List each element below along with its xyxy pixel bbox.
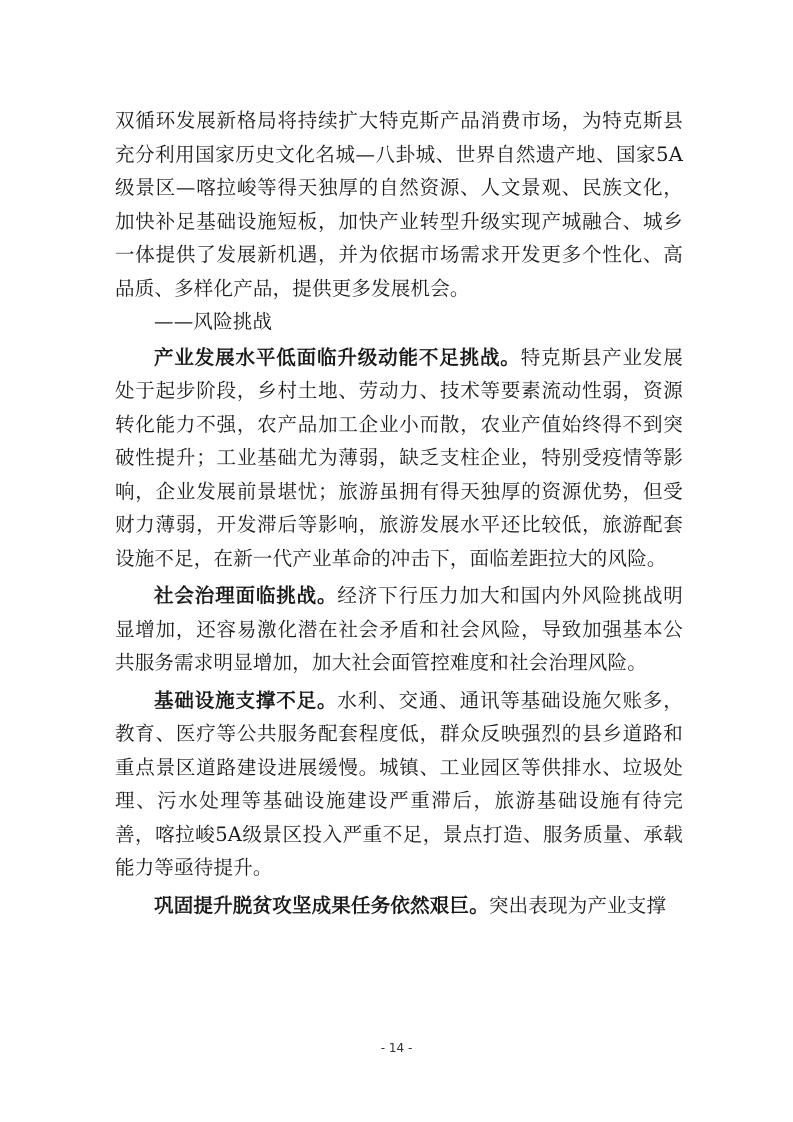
section-title-text: ——风险挑战 bbox=[154, 310, 273, 333]
page-number: - 14 - bbox=[380, 1041, 413, 1055]
paragraph-governance-risk bbox=[115, 579, 683, 680]
section-title-risk-challenges bbox=[115, 305, 683, 339]
document-body bbox=[115, 104, 683, 922]
paragraph-text: 突出表现为产业支撑 bbox=[488, 893, 667, 917]
paragraph-heading: 产业发展水平低面临升级动能不足挑战。 bbox=[154, 345, 521, 369]
paragraph-text: 特克斯县产业发展处于起步阶段，乡村土地、劳动力、技术等要素流动性弱，资源转化能力不强，农产品加工企业小而散，农业产值始终得不到突破性提升；工业基础尤为薄弱，缺乏支柱企业，特别受疫情等影响，企业发展前景堪忧；旅游虽拥有得天独厚的资源优势，但受财力薄弱，开发滞后等影响，旅游发展水平还比较低，旅游配套设施不足，在新一代产业革命的冲击下，面临差距拉大的风险。 bbox=[115, 345, 683, 570]
paragraph-text: 经济下行压力加大和国内外风险挑战明显增加，还容易激化潜在社会矛盾和社会风险，导致加强基本公共服务需求明显增加，加大社会面管控难度和社会治理风险。 bbox=[115, 584, 683, 674]
paragraph-heading: 巩固提升脱贫攻坚成果任务依然艰巨。 bbox=[154, 893, 489, 917]
paragraph-text: 双循环发展新格局将持续扩大特克斯产品消费市场，为特克斯县充分利用国家历史文化名城—八卦城、世界自然遗产地、国家5A级景区—喀拉峻等得天独厚的自然资源、人文景观、民族文化，加快补足基础设施短板，加快产业转型升级实现产城融合、城乡一体提供了发展新机遇，并为依据市场需求开发更多个性化、高品质、多样化产品，提供更多发展机会。 bbox=[115, 109, 683, 300]
paragraph-heading: 基础设施支撑不足。 bbox=[154, 688, 338, 712]
paragraph-opportunity bbox=[115, 104, 683, 305]
paragraph-heading: 社会治理面临挑战。 bbox=[154, 584, 338, 607]
paragraph-industry-risk bbox=[115, 341, 683, 576]
paragraph-infrastructure-risk bbox=[115, 684, 683, 885]
paragraph-poverty-risk bbox=[115, 889, 683, 923]
paragraph-text: 水利、交通、通讯等基础设施欠账多，教育、医疗等公共服务配套程度低，群众反映强烈的县乡道路和重点景区道路建设进展缓慢。城镇、工业园区等供排水、垃圾处理、污水处理等基础设施建设严重滞后，旅游基础设施有待完善，喀拉峻5A级景区投入严重不足，景点打造、服务质量、承载能力等亟待提升。 bbox=[115, 688, 683, 879]
